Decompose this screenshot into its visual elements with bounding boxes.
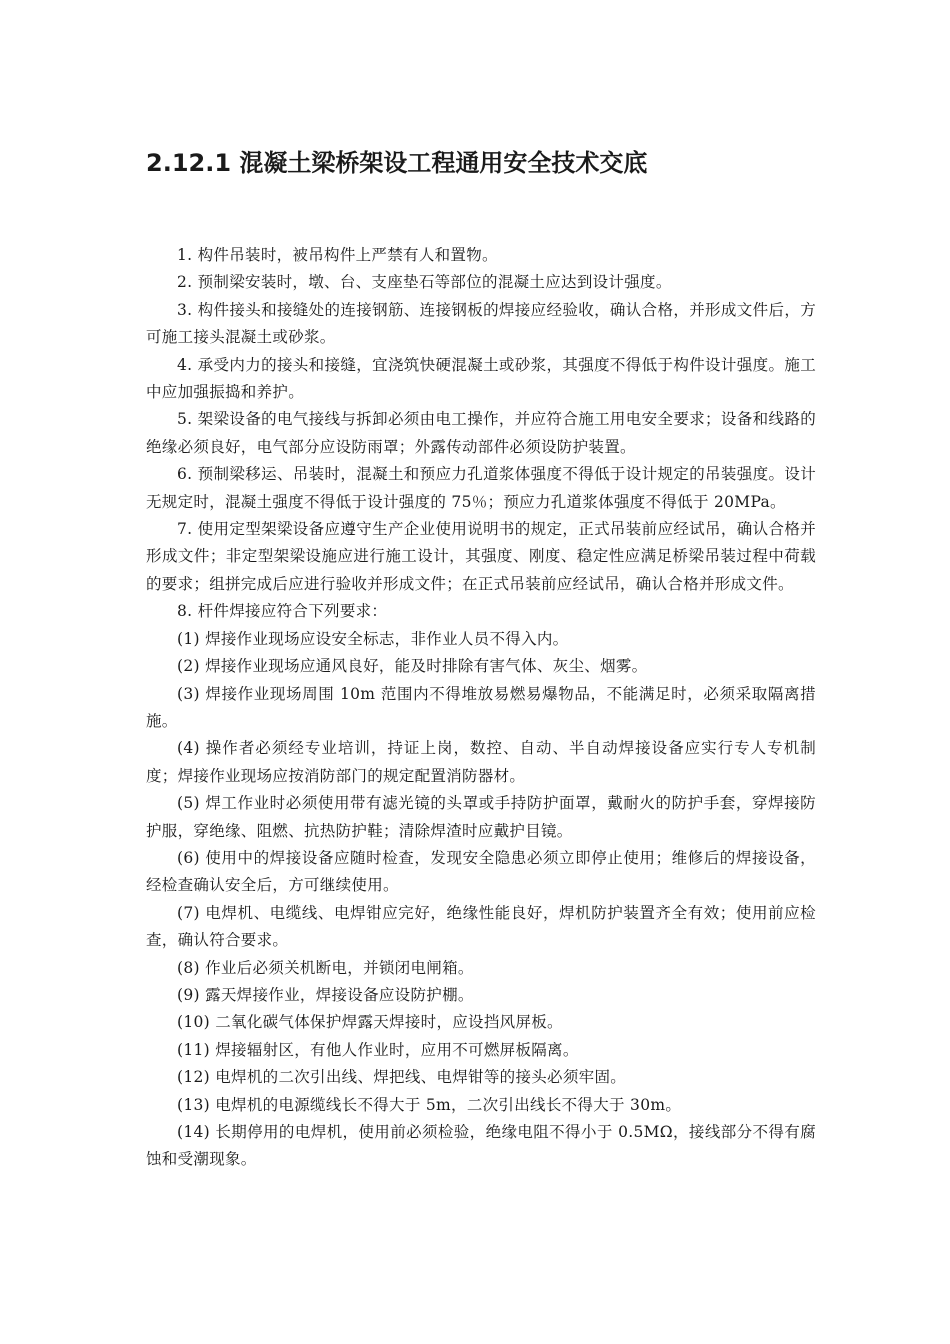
paragraph-3: 3. 构件接头和接缝处的连接钢筋、连接钢板的焊接应经验收，确认合格，并形成文件后，方可施工接头混凝土或砂浆。 <box>146 300 816 347</box>
sub-item-8: (8) 作业后必须关机断电，并锁闭电闸箱。 <box>177 958 474 977</box>
sub-item-4: (4) 操作者必须经专业培训，持证上岗，数控、自动、半自动焊接设备应实行专人专机制度；焊接作业现场应按消防部门的规定配置消防器材。 <box>146 739 816 785</box>
document-title: 2.12.1 混凝土梁桥架设工程通用安全技术交底 <box>146 149 648 177</box>
sub-item-11: (11) 焊接辐射区，有他人作业时，应用不可燃屏板隔离。 <box>177 1040 579 1059</box>
sub-item-7: (7) 电焊机、电缆线、电焊钳应完好，绝缘性能良好，焊机防护装置齐全有效；使用前应检查，确认符合要求。 <box>146 903 816 950</box>
sub-item-3: (3) 焊接作业现场周围 10m 范围内不得堆放易燃易爆物品，不能满足时，必须采取隔离措施。 <box>146 684 816 730</box>
paragraph-7: 7. 使用定型架梁设备应遵守生产企业使用说明书的规定，正式吊装前应经试吊，确认合格并形成文件；非定型架梁设施应进行施工设计，其强度、刚度、稳定性应满足桥梁吊装过程中荷载的要求；组拼完成后应进行验收并形成文件；在正式吊装前应经试吊，确认合格并形成文件。 <box>146 520 816 593</box>
sub-item-12: (12) 电焊机的二次引出线、焊把线、电焊钳等的接头必须牢固。 <box>177 1068 627 1087</box>
sub-item-10: (10) 二氧化碳气体保护焊露天焊接时，应设挡风屏板。 <box>177 1013 563 1032</box>
paragraph-5: 5. 架梁设备的电气接线与拆卸必须由电工操作，并应符合施工用电安全要求；设备和线路的绝缘必须良好，电气部分应设防雨罩；外露传动部件必须设防护装置。 <box>146 410 816 456</box>
sub-item-14: (14) 长期停用的电焊机，使用前必须检验，绝缘电阻不得小于 0.5MΩ，接线部分不得有腐蚀和受潮现象。 <box>146 1123 816 1169</box>
document-body <box>146 242 816 1174</box>
paragraph-2: 2. 预制梁安装时，墩、台、支座垫石等部位的混凝土应达到设计强度。 <box>177 273 672 292</box>
paragraph-6: 6. 预制梁移运、吊装时，混凝土和预应力孔道浆体强度不得低于设计规定的吊装强度。设计无规定时，混凝土强度不得低于设计强度的 75％；预应力孔道浆体强度不得低于 20MPa。 <box>146 465 816 511</box>
sub-item-6: (6) 使用中的焊接设备应随时检查，发现安全隐患必须立即停止使用；维修后的焊接设备，经检查确认安全后，方可继续使用。 <box>146 848 816 895</box>
paragraph-8: 8. 杆件焊接应符合下列要求： <box>177 602 388 621</box>
paragraph-1: 1. 构件吊装时，被吊构件上严禁有人和置物。 <box>177 246 498 264</box>
sub-item-5: (5) 焊工作业时必须使用带有滤光镜的头罩或手持防护面罩，戴耐火的防护手套，穿焊接防护服，穿绝缘、阻燃、抗热防护鞋；清除焊渣时应戴护目镜。 <box>146 794 816 840</box>
sub-item-1: (1) 焊接作业现场应设安全标志，非作业人员不得入内。 <box>177 629 569 648</box>
sub-item-13: (13) 电焊机的电源缆线长不得大于 5m，二次引出线长不得大于 30m。 <box>177 1095 682 1114</box>
sub-item-2: (2) 焊接作业现场应通风良好，能及时排除有害气体、灰尘、烟雾。 <box>177 657 648 676</box>
paragraph-4: 4. 承受内力的接头和接缝，宜浇筑快硬混凝土或砂浆，其强度不得低于构件设计强度。施工中应加强振捣和养护。 <box>146 355 816 402</box>
sub-item-9: (9) 露天焊接作业，焊接设备应设防护棚。 <box>177 985 474 1004</box>
